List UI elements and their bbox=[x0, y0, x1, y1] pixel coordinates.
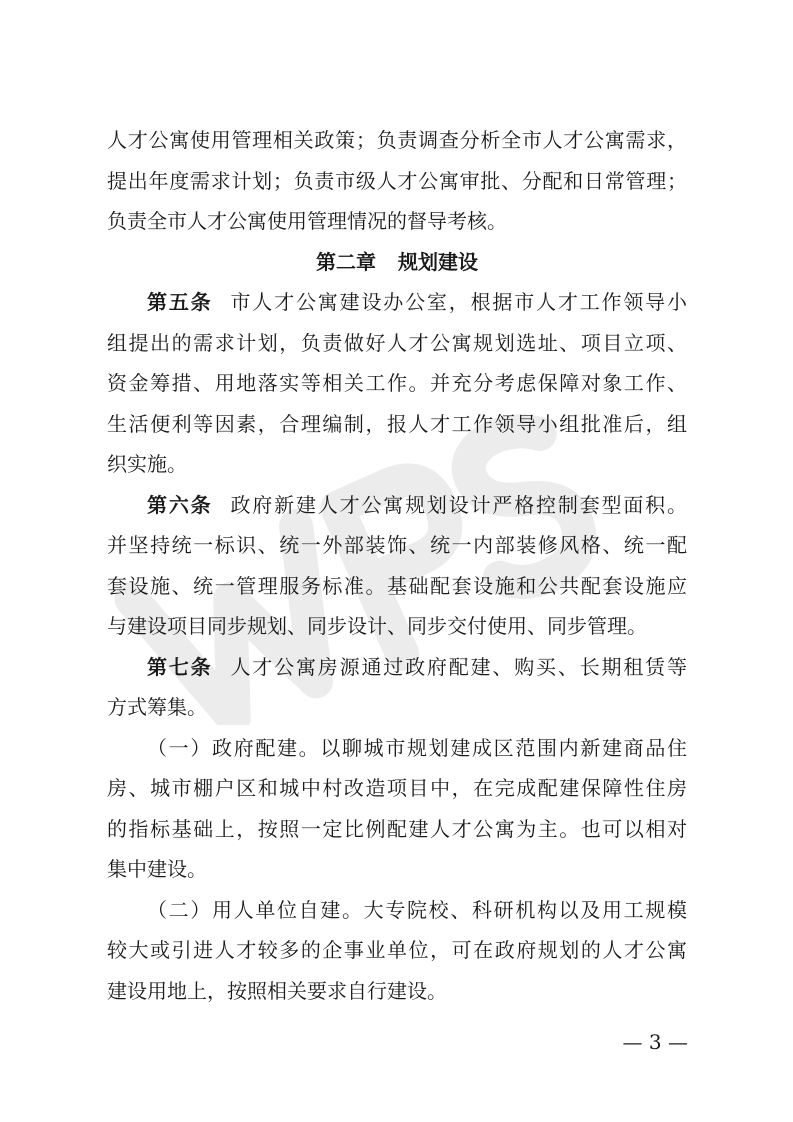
article-first-line bbox=[107, 485, 687, 526]
paragraph-line: 套设施、统一管理服务标准。基础配套设施和公共配套设施应 bbox=[107, 573, 687, 598]
article-label: 第五条 bbox=[147, 290, 213, 314]
paragraph-line: 的指标基础上，按照一定比例配建人才公寓为主。也可以相对 bbox=[107, 816, 687, 841]
item-first-line: （一）政府配建。以聊城市规划建成区范围内新建商品住 bbox=[147, 735, 687, 760]
paragraph-line: 房、城市棚户区和城中村改造项目中，在完成配建保障性住房 bbox=[107, 776, 687, 800]
article-text: 市人才公寓建设办公室，根据市人才工作领导小 bbox=[230, 290, 688, 314]
article-label: 第七条 bbox=[147, 654, 213, 679]
paragraph-line: 方式筹集。 bbox=[107, 695, 207, 719]
paragraph-line: 资金筹措、用地落实等相关工作。并充分考虑保障对象工作、 bbox=[107, 371, 687, 395]
chapter-heading bbox=[107, 242, 687, 283]
paragraph-line: 负责全市人才公寓使用管理情况的督导考核。 bbox=[107, 209, 507, 233]
article-text: 政府新建人才公寓规划设计严格控制套型面积。 bbox=[230, 492, 688, 517]
document-body bbox=[107, 120, 687, 1011]
article-first-line bbox=[107, 282, 687, 323]
chapter-number: 第二章 bbox=[316, 249, 376, 274]
article-label: 第六条 bbox=[147, 492, 213, 517]
paragraph-line: 生活便利等因素，合理编制，报人才工作领导小组批准后，组 bbox=[107, 411, 687, 436]
paragraph-line: 较大或引进人才较多的企事业单位，可在政府规划的人才公寓 bbox=[107, 938, 687, 962]
paragraph-line: 集中建设。 bbox=[107, 857, 207, 881]
paragraph-line: 并坚持统一标识、统一外部装饰、统一内部装修风格、统一配 bbox=[107, 533, 687, 557]
paragraph-line: 与建设项目同步规划、同步设计、同步交付使用、同步管理。 bbox=[107, 614, 647, 638]
item-first-line: （二）用人单位自建。大专院校、科研机构以及用工规模 bbox=[147, 897, 687, 922]
paragraph-line: 织实施。 bbox=[107, 452, 187, 476]
article-text: 人才公寓房源通过政府配建、购买、长期租赁等 bbox=[230, 654, 688, 679]
chapter-title: 规划建设 bbox=[398, 249, 478, 274]
paragraph-line: 人才公寓使用管理相关政策；负责调查分析全市人才公寓需求， bbox=[107, 128, 687, 152]
article-first-line bbox=[107, 647, 687, 688]
paragraph-line: 组提出的需求计划，负责做好人才公寓规划选址、项目立项、 bbox=[107, 330, 687, 355]
paragraph-line: 提出年度需求计划；负责市级人才公寓审批、分配和日常管理； bbox=[107, 168, 687, 193]
paragraph-line: 建设用地上，按照相关要求自行建设。 bbox=[107, 978, 447, 1003]
page-number: — 3 — bbox=[622, 1030, 688, 1054]
